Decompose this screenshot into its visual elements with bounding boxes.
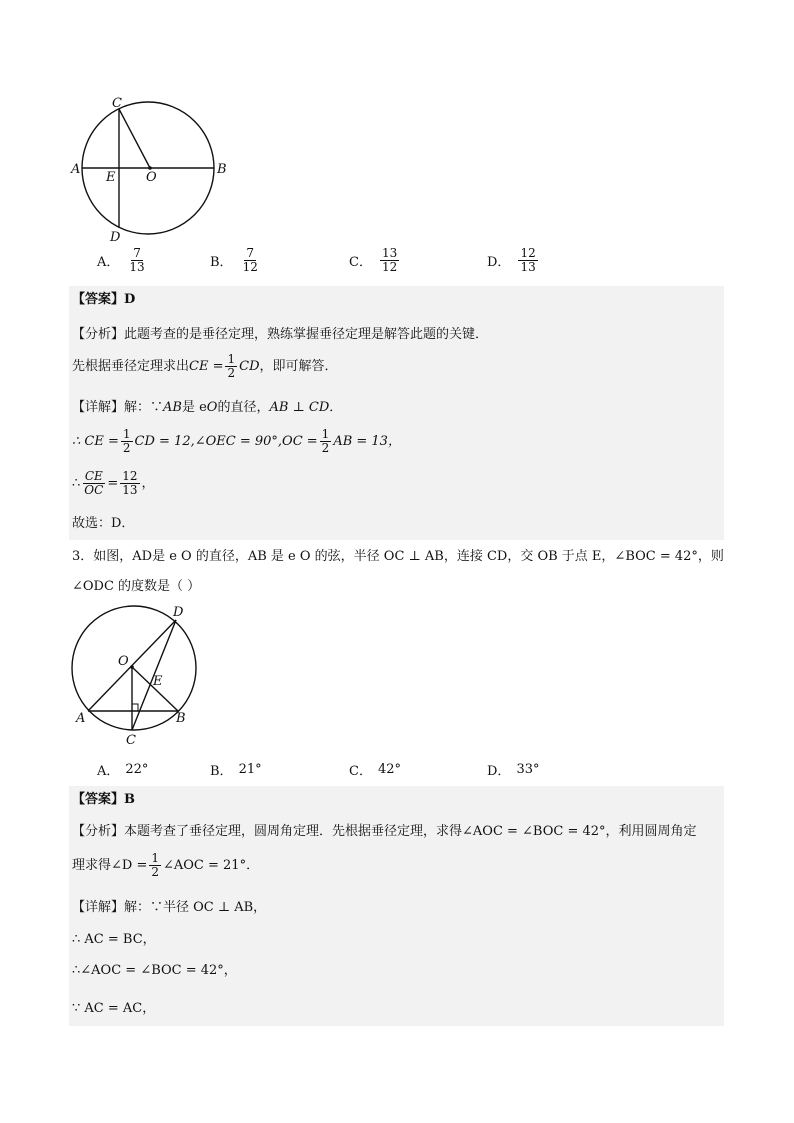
q2-label-c: C <box>112 96 122 111</box>
q2-option-d-fraction <box>518 247 537 274</box>
q3-option-c <box>349 760 401 779</box>
q3-analysis2-num: 1 <box>151 851 159 865</box>
q3-label-e: E <box>153 674 163 689</box>
q2-analysis2-post: ，即可解答． <box>259 358 338 374</box>
q3-label-c: C <box>126 733 136 748</box>
q3-option-a-value: 22° <box>125 762 149 777</box>
q3-option-b <box>210 760 262 779</box>
q2-option-c-fraction <box>380 247 399 274</box>
q2-option-c-label: C． <box>349 255 372 270</box>
q2-step1-end: AB = 13， <box>333 433 401 449</box>
q2-step2-pre: ∴ <box>72 475 81 491</box>
q2-option-c <box>349 247 401 274</box>
q3-label-d: D <box>173 605 184 620</box>
q2-detail-mid: 是 e <box>181 400 207 415</box>
q3-answer: 【答案】B <box>72 792 135 807</box>
q3-option-d-label: D． <box>487 764 511 779</box>
q2-label-o: O <box>146 170 157 185</box>
q3-option-b-value: 21° <box>238 762 262 777</box>
q2-option-b-label: B． <box>210 255 233 270</box>
q3-analysis-line2 <box>72 852 259 879</box>
q2-option-d-den: 13 <box>520 260 536 274</box>
q3-center-dot <box>130 665 134 669</box>
q2-step2-num2: 12 <box>122 469 138 483</box>
q2-step1-den2: 2 <box>321 441 330 455</box>
q3-option-a <box>97 760 148 779</box>
q2-option-a-label: A． <box>97 255 120 270</box>
q2-analysis: 【分析】此题考查的是垂径定理，熟练掌握垂径定理是解答此题的关键． <box>72 327 489 342</box>
q2-option-c-den: 12 <box>381 260 398 274</box>
q2-step2-eq: = <box>107 475 119 491</box>
q2-detail <box>72 399 342 417</box>
q2-analysis2-num: 1 <box>227 352 236 366</box>
q2-option-d-num: 12 <box>520 246 536 260</box>
q2-analysis2-math: CE = <box>189 358 224 374</box>
q2-analysis2-pre: 先根据垂径定理求出 <box>72 358 190 374</box>
q3-analysis2-pre: 理求得∠D = <box>72 857 148 873</box>
q3-option-c-label: C． <box>349 764 372 779</box>
q2-step2-num1: CE <box>84 469 103 483</box>
q2-answer: 【答案】D <box>72 292 136 307</box>
q3-analysis2-den: 2 <box>151 865 159 879</box>
q3-stem-line2: ∠ODC 的度数是（ ） <box>72 579 201 594</box>
q3-analysis2-post: ∠AOC = 21°． <box>162 857 260 873</box>
q2-option-a <box>97 247 149 274</box>
q2-option-a-fraction <box>127 247 146 274</box>
q3-analysis2-frac <box>149 852 161 879</box>
q2-step1-num1: 1 <box>122 427 131 441</box>
q2-step2-frac1 <box>82 470 105 497</box>
q2-step2-frac2 <box>120 470 139 497</box>
q3-option-b-label: B． <box>210 764 233 779</box>
q3-right-angle-mark <box>132 704 138 711</box>
q2-step1-frac2 <box>320 428 332 455</box>
q2-analysis2-frac <box>225 353 237 380</box>
q2-step2-den2: 13 <box>122 483 138 497</box>
q2-step1-num2: 1 <box>321 427 330 441</box>
q2-option-d <box>487 247 540 274</box>
q2-option-d-label: D． <box>487 255 511 270</box>
q3-option-d <box>487 760 539 779</box>
q3-label-o: O <box>118 654 129 669</box>
q3-circle-figure <box>66 600 216 748</box>
q3-option-d-value: 33° <box>516 762 540 777</box>
q2-detail-head: 【详解】解：∵ <box>72 400 164 415</box>
q2-option-a-den: 13 <box>129 260 145 274</box>
q2-step1-mid: CD = 12,∠OEC = 90°,OC = <box>134 433 318 449</box>
q2-label-a: A <box>71 162 81 177</box>
q2-option-b-den: 12 <box>242 260 258 274</box>
q2-detail-o: O <box>206 400 218 415</box>
q3-option-a-label: A． <box>97 764 120 779</box>
q3-detail1: 【详解】解：∵半径 OC ⊥ AB， <box>72 900 267 915</box>
q2-analysis2-math2: CD <box>239 358 260 374</box>
q3-analysis-line1: 【分析】本题考查了垂径定理，圆周角定理．先根据垂径定理，求得∠AOC = ∠BOC = 42°，利用圆周角定 <box>72 824 697 839</box>
q2-detail-mid2: 的直径， <box>217 400 270 415</box>
q3-option-c-value: 42° <box>377 762 401 777</box>
q2-label-b: B <box>217 162 227 177</box>
q3-detail3: ∴∠AOC = ∠BOC = 42°， <box>72 963 237 978</box>
q2-detail-perp: AB ⊥ CD <box>269 400 330 415</box>
q2-option-c-num: 13 <box>381 246 398 260</box>
q2-radius-oc <box>119 109 150 168</box>
q2-step2-end: ， <box>141 475 155 491</box>
q2-label-e: E <box>106 170 116 185</box>
q2-option-a-num: 7 <box>133 246 141 260</box>
q2-step1 <box>72 428 401 455</box>
q2-detail-ab: AB <box>163 400 182 415</box>
q3-detail4: ∵ AC = AC， <box>72 1001 156 1016</box>
q2-option-b-num: 7 <box>246 246 255 260</box>
q2-step2-den1: OC <box>84 483 104 497</box>
q2-label-d: D <box>110 230 121 245</box>
q3-detail2: ∴ AC = BC， <box>72 932 156 947</box>
q3-label-b: B <box>176 711 186 726</box>
q2-option-b <box>210 247 262 274</box>
q2-step1-frac1 <box>121 428 133 455</box>
q2-step2 <box>72 470 155 497</box>
q2-analysis-line2 <box>72 353 338 380</box>
q2-step1-pre: ∴ CE = <box>72 433 119 449</box>
q2-analysis2-den: 2 <box>227 366 236 380</box>
q3-label-a: A <box>76 711 86 726</box>
q2-circle-figure <box>66 90 236 245</box>
q2-step1-den1: 2 <box>122 441 131 455</box>
q3-stem-line1: 3．如图，AD是 e O 的直径，AB 是 e O 的弦，半径 OC ⊥ AB，连接 CD，交 OB 于点 E，∠BOC = 42°，则 <box>72 549 724 564</box>
q2-choose: 故选：D． <box>72 516 135 531</box>
q2-option-b-fraction <box>241 247 260 274</box>
q2-detail-end: ． <box>329 400 343 415</box>
